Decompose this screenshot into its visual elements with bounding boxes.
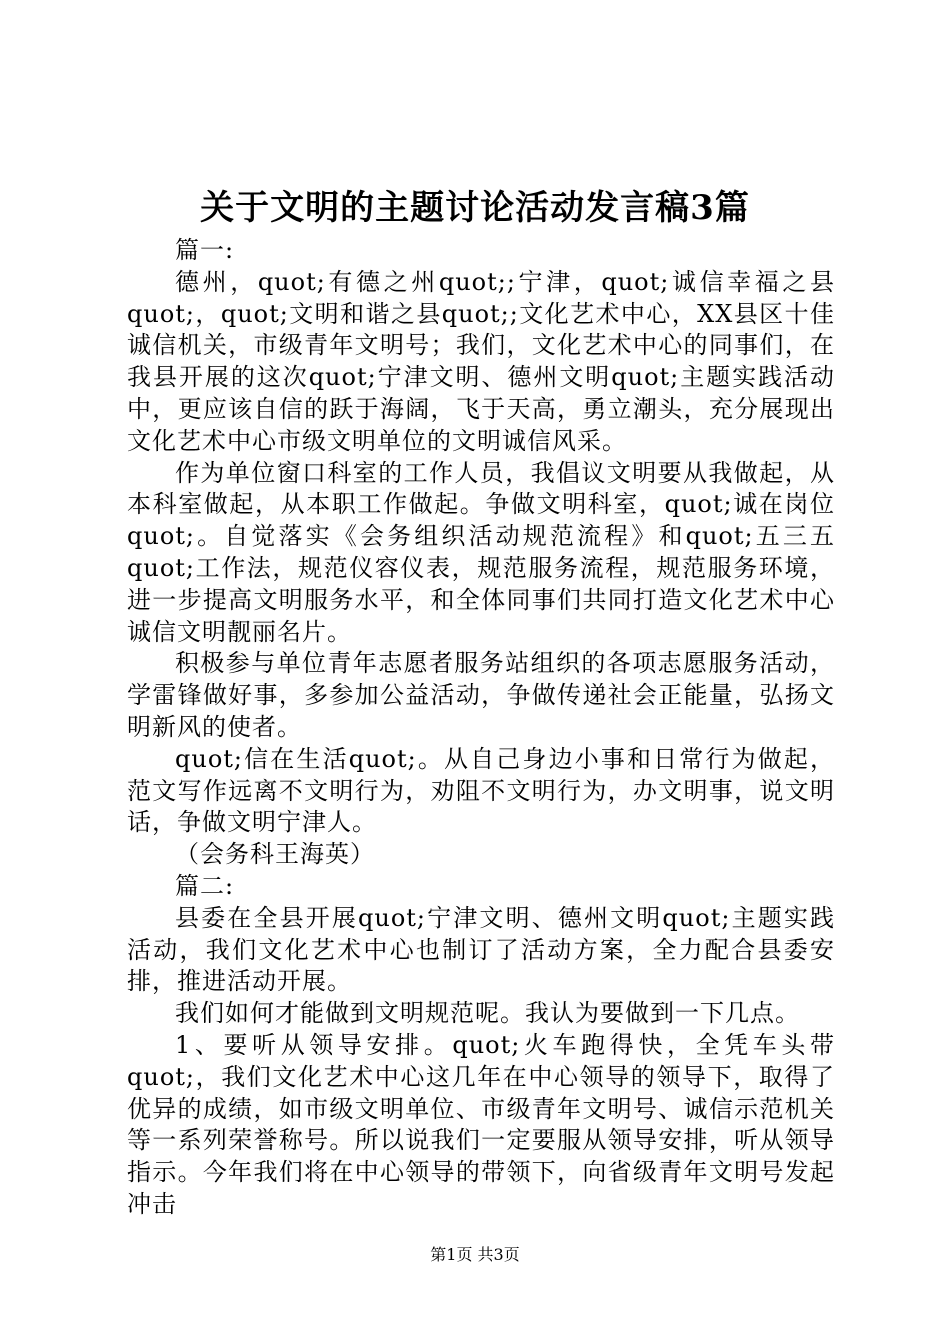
section-heading: 篇二: — [175, 871, 235, 900]
document-body — [127, 235, 835, 1221]
document-title: 关于文明的主题讨论活动发言稿3篇 — [200, 188, 750, 228]
paragraph: quot;信在生活quot;。从自己身边小事和日常行为做起，范文写作远离不文明行为，劝阻不文明行为，办文明事，说文明话，争做文明宁津人。 — [127, 744, 835, 837]
paragraph: 积极参与单位青年志愿者服务站组织的各项志愿服务活动，学雷锋做好事，多参加公益活动，争做传递社会正能量，弘扬文明新风的使者。 — [127, 649, 835, 741]
paragraph: 我们如何才能做到文明规范呢。我认为要做到一下几点。 — [175, 999, 800, 1028]
paragraph: 1、要听从领导安排。quot;火车跑得快，全凭车头带quot;，我们文化艺术中心这几年在中心领导的领导下，取得了优异的成绩，如市级文明单位、市级青年文明号、诚信示范机关等一系列荣誉称号。所以说我们一定要服从领导安排，听从领导指示。今年我们将在中心领导的带领下，向省级青年文明号发起冲击 — [127, 1030, 835, 1218]
paragraph: 德州，quot;有德之州quot;;宁津，quot;诚信幸福之县quot;，quot;文明和谐之县quot;;文化艺术中心，XX县区十佳诚信机关，市级青年文明号；我们，文化艺术中心的同事们，在我县开展的这次quot;宁津文明、德州文明quot;主题实践活动中，更应该自信的跃于海阔，飞于天高，勇立潮头，充分展现出文化艺术中心市级文明单位的文明诚信风采。 — [127, 267, 835, 455]
page-footer: 第1页 共3页 — [430, 1245, 520, 1264]
paragraph: 县委在全县开展quot;宁津文明、德州文明quot;主题实践活动，我们文化艺术中心也制订了活动方案，全力配合县委安排，推进活动开展。 — [127, 903, 835, 996]
author-signature: （会务科王海英） — [175, 840, 375, 869]
paragraph: 作为单位窗口科室的工作人员，我倡议文明要从我做起，从本科室做起，从本职工作做起。争做文明科室，quot;诚在岗位quot;。自觉落实《会务组织活动规范流程》和quot;五三五quot;工作法，规范仪容仪表，规范服务流程，规范服务环境，进一步提高文明服务水平，和全体同事们共同打造文化艺术中心诚信文明靓丽名片。 — [127, 458, 835, 646]
section-heading: 篇一: — [175, 236, 235, 264]
